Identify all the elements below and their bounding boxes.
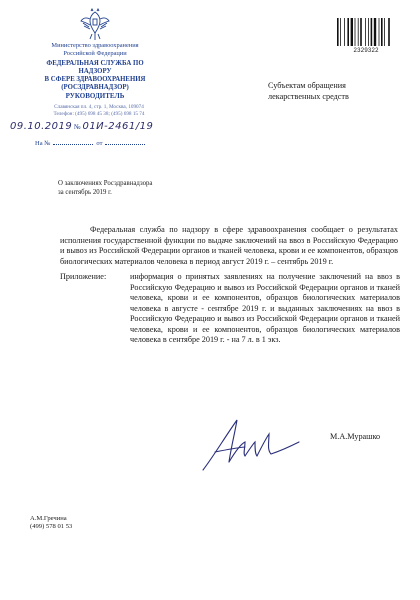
registration-number: 01И-2461/19 (82, 121, 154, 132)
signatory-name: М.А.Мурашко (330, 432, 381, 441)
registration-line (10, 121, 200, 132)
appendix-label: Приложение: (60, 272, 107, 281)
barcode-icon (336, 18, 396, 46)
barcode-number: 2329322 (353, 47, 379, 54)
registration-date: 09.10.2019 (10, 121, 73, 132)
letter-body: Федеральная служба по надзору в сфере здравоохранения сообщает о результатах исполнения государственной функции по выдаче заключений на ввоз в Российскую Федерацию и вывоз из Российской Федерации органов и тканей человека, крови и ее компонентов, образцов биологических материалов человека в период август 2019 г. – сентябрь 2019 г. (60, 225, 398, 266)
executor-name: А.М.Гречина (30, 515, 67, 522)
position-title: РУКОВОДИТЕЛЬ (65, 92, 125, 100)
appendix-text: информация о принятых заявлениях на получение заключений на ввоз в Российскую Федерацию и вывоз из Российской Федерации органов и тканей человека, крови и ее компонентов, образцов биологических материалов человека в августе - сентябре 2019 г. и выданных заключениях на ввоз в Российскую Федерацию и вывоз из Российской Федерации органов и тканей человека, крови и ее компонентов, образцов биологических материалов человека в сентябре 2019 г. - на 7 л. в 1 экз. (130, 272, 400, 344)
number-sign: № (74, 123, 81, 131)
letter-subject: О заключениях Росздравнадзора за сентябрь 2019 г. (58, 180, 153, 196)
reference-line: На № от (35, 138, 185, 147)
service-name: ФЕДЕРАЛЬНАЯ СЛУЖБА ПО НАДЗОРУ В СФЕРЕ ЗДРАВООХРАНЕНИЯ (РОСЗДРАВНАДЗОР) (44, 60, 146, 91)
ministry-name: Министерство здравоохранения Российской Федерации (51, 42, 139, 57)
coat-of-arms-icon (80, 8, 110, 42)
organization-address: Славянская пл. 4, стр. 1, Москва, 109074 Телефон: (495) 698 45 38; (495) 698 15 74 (53, 104, 145, 117)
addressee: Субъектам обращения лекарственных средств (268, 81, 349, 101)
executor-phone: (499) 578 01 53 (30, 523, 73, 531)
executor-info (30, 515, 72, 532)
signature-mark (195, 412, 315, 474)
